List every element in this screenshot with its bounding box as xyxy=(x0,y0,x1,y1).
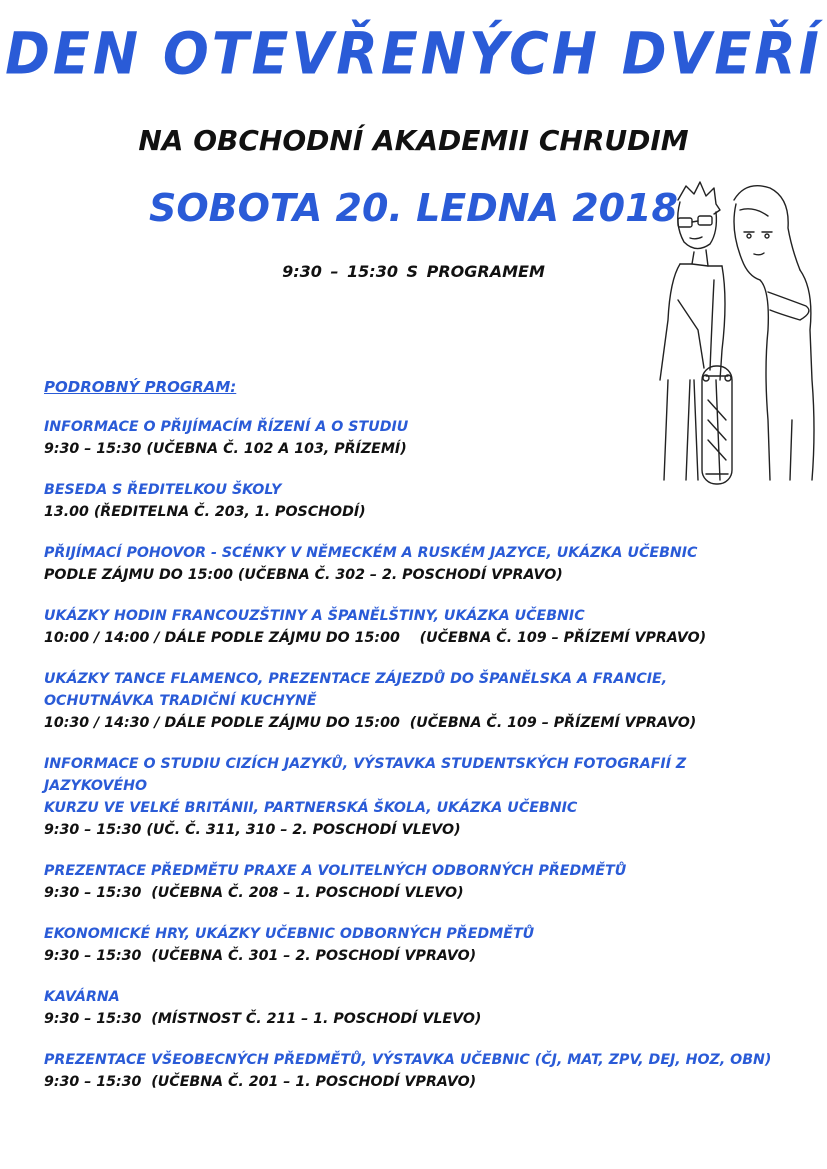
program-item-detail: 9:30 – 15:30 (MÍSTNOST Č. 211 – 1. POSCHODÍ VLEVO) xyxy=(44,1011,482,1027)
program-item xyxy=(44,416,784,460)
program-item-detail: 9:30 – 15:30 (UČ. Č. 311, 310 – 2. POSCHODÍ VLEVO) xyxy=(44,822,461,838)
program-item-title: PREZENTACE VŠEOBECNÝCH PŘEDMĚTŮ, VÝSTAVKA UČEBNIC (ČJ, MAT, ZPV, DEJ, HOZ, OBN) xyxy=(44,1052,772,1068)
program-list xyxy=(44,416,784,1112)
program-item-title: EKONOMICKÉ HRY, UKÁZKY UČEBNIC ODBORNÝCH PŘEDMĚTŮ xyxy=(44,926,535,942)
program-item xyxy=(44,479,784,523)
event-date: SOBOTA 20. LEDNA 2018 xyxy=(148,186,678,230)
program-item-title: BESEDA S ŘEDITELKOU ŠKOLY xyxy=(44,482,282,498)
event-time: 9:30 – 15:30 S PROGRAMEM xyxy=(282,262,545,281)
program-item xyxy=(44,860,784,904)
program-item-detail: 10:00 / 14:00 / DÁLE PODLE ZÁJMU DO 15:00 (UČEBNA Č. 109 – PŘÍZEMÍ VPRAVO) xyxy=(44,630,707,646)
page-title: DEN OTEVŘENÝCH DVEŘÍ xyxy=(5,19,822,88)
program-item-detail: 9:30 – 15:30 (UČEBNA Č. 208 – 1. POSCHODÍ VLEVO) xyxy=(44,885,464,901)
program-item xyxy=(44,923,784,967)
program-item-detail: 9:30 – 15:30 (UČEBNA Č. 102 A 103, PŘÍZEMÍ) xyxy=(44,441,407,457)
program-item-title: PREZENTACE PŘEDMĚTU PRAXE A VOLITELNÝCH ODBORNÝCH PŘEDMĚTŮ xyxy=(44,863,627,879)
program-item xyxy=(44,986,784,1030)
program-item xyxy=(44,605,784,649)
page-subtitle: NA OBCHODNÍ AKADEMII CHRUDIM xyxy=(138,124,689,157)
program-item-detail: PODLE ZÁJMU DO 15:00 (UČEBNA Č. 302 – 2. POSCHODÍ VPRAVO) xyxy=(44,567,563,583)
program-item-title: INFORMACE O PŘIJÍMACÍM ŘÍZENÍ A O STUDIU xyxy=(44,419,409,435)
program-item-title: KAVÁRNA xyxy=(44,989,120,1005)
program-item-detail: 10:30 / 14:30 / DÁLE PODLE ZÁJMU DO 15:00 (UČEBNA Č. 109 – PŘÍZEMÍ VPRAVO) xyxy=(44,715,697,731)
program-item-title: INFORMACE O STUDIU CIZÍCH JAZYKŮ, VÝSTAVKA STUDENTSKÝCH FOTOGRAFIÍ Z JAZYKOVÉHO KURZU VE VELKÉ BRITÁNII, PARTNERSKÁ ŠKOLA, UKÁZKA UČEBNIC xyxy=(44,756,687,816)
program-item xyxy=(44,753,784,841)
program-item xyxy=(44,1049,784,1093)
program-heading: PODROBNÝ PROGRAM: xyxy=(44,378,237,396)
program-item-detail: 9:30 – 15:30 (UČEBNA Č. 201 – 1. POSCHODÍ VPRAVO) xyxy=(44,1074,477,1090)
program-item-detail: 9:30 – 15:30 (UČEBNA Č. 301 – 2. POSCHODÍ VPRAVO) xyxy=(44,948,477,964)
program-item xyxy=(44,668,784,734)
program-item-title: UKÁZKY TANCE FLAMENCO, PREZENTACE ZÁJEZDŮ DO ŠPANĚLSKA A FRANCIE, OCHUTNÁVKA TRADIČNÍ KUCHYNĚ xyxy=(44,671,668,709)
program-item-detail: 13.00 (ŘEDITELNA Č. 203, 1. POSCHODÍ) xyxy=(44,504,366,520)
program-item-title: UKÁZKY HODIN FRANCOUZŠTINY A ŠPANĚLŠTINY, UKÁZKA UČEBNIC xyxy=(44,608,585,624)
program-item xyxy=(44,542,784,586)
program-item-title: PŘIJÍMACÍ POHOVOR - SCÉNKY V NĚMECKÉM A RUSKÉM JAZYCE, UKÁZKA UČEBNIC xyxy=(44,545,698,561)
